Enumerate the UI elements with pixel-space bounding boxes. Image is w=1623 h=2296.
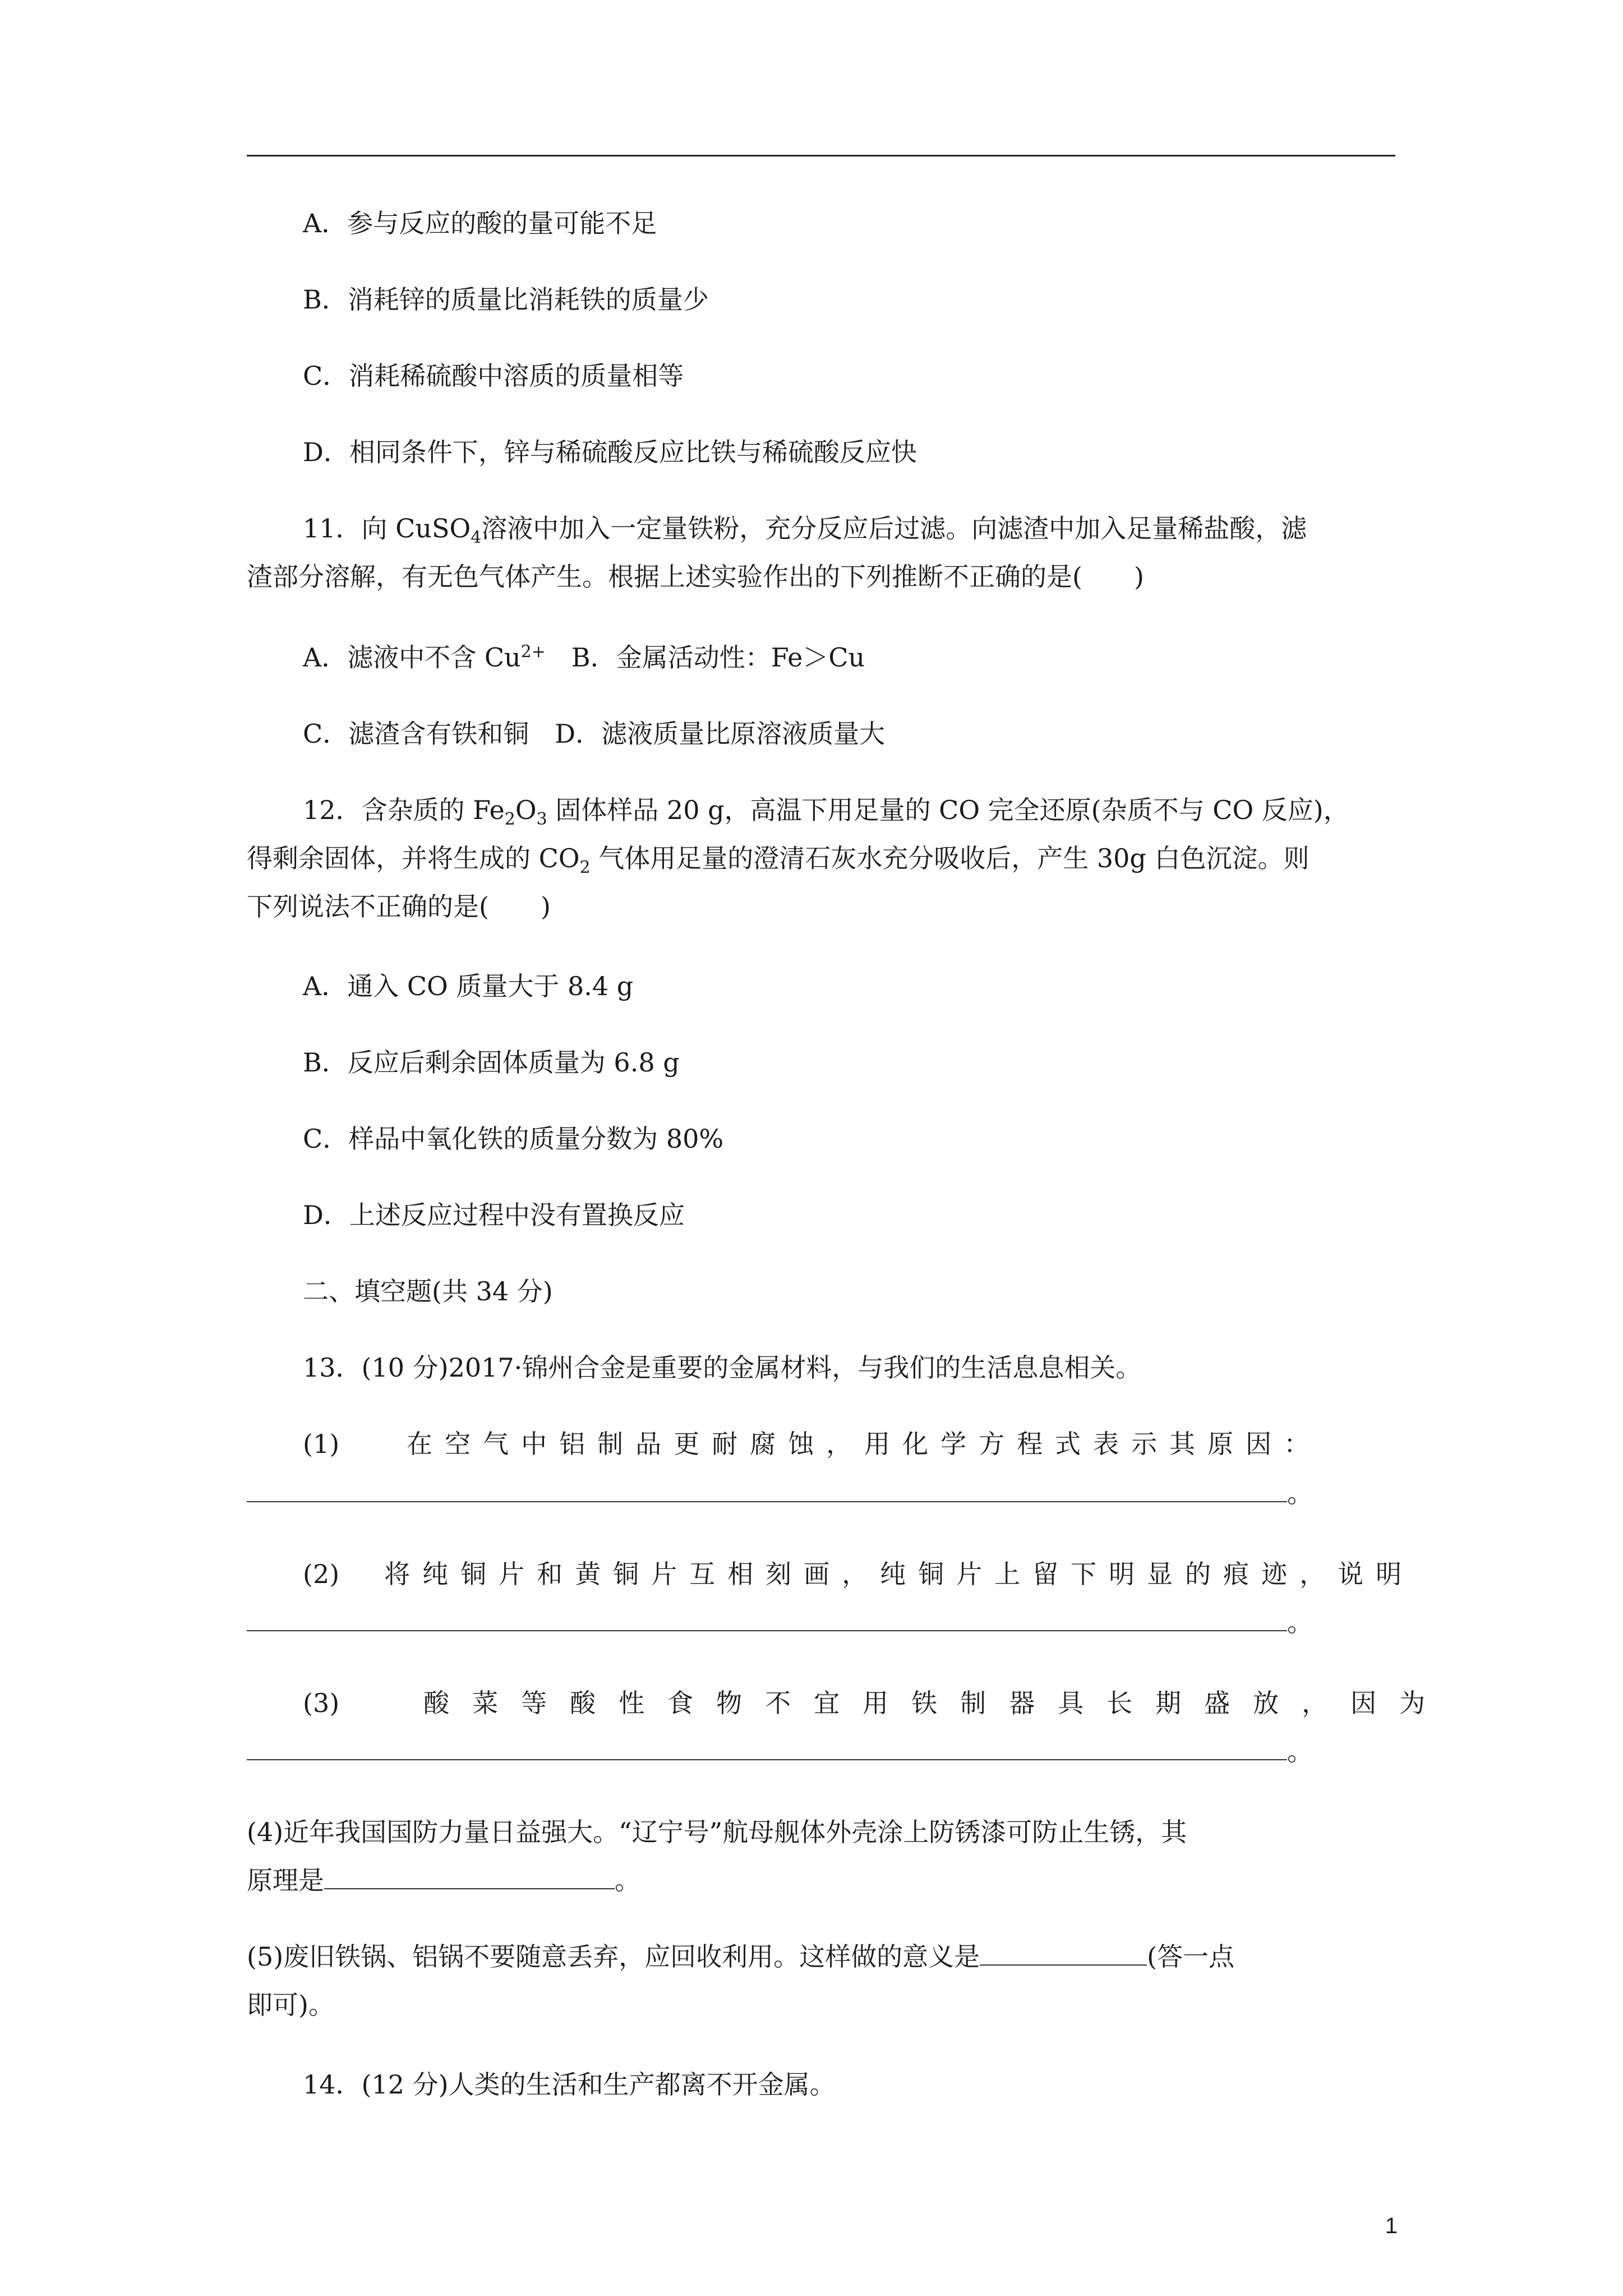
q11-options-ab: A．滤液中不含 $Cu^{2+}$ B．金属活动性：Fe＞Cu <box>303 642 865 673</box>
q13-part5-line1: (5)废旧铁锅、铝锅不要随意丢弃，应回收利用。这样做的意义是 (答一点 <box>247 1941 1235 1972</box>
q13-part5-line2: 即可)。 <box>247 1990 334 2020</box>
q11-stem-line2: 渣部分溶解，有无色气体产生。根据上述实验作出的下列推断不正确的是( ) <box>247 562 1144 592</box>
q12-stem-line2: 得剩余固体，并将生成的 $CO_2$ 气体用足量的澄清石灰水充分吸收后，产生 30g 白色沉淀。则 <box>247 843 1310 878</box>
q13-part3: (3) 酸菜等酸性食物不宜用铁制器具长期盛放，因为 <box>303 1688 1449 1718</box>
answer-blank[interactable] <box>247 1479 1287 1502</box>
header-rule <box>247 155 1395 157</box>
answer-blank[interactable] <box>247 1737 1287 1760</box>
q13-title: 13．(10 分)2017·锦州合金是重要的金属材料，与我们的生活息息相关。 <box>303 1352 1142 1383</box>
q10-option-d: D．相同条件下，锌与稀硫酸反应比铁与稀硫酸反应快 <box>303 437 917 467</box>
q13-part2: (2) 将纯铜片和黄铜片互相刻画，纯铜片上留下明显的痕迹，说明 <box>303 1559 1414 1589</box>
q12-option-d: D．上述反应过程中没有置换反应 <box>303 1200 685 1230</box>
q13-part2-answer-line: 。 <box>247 1605 1313 1639</box>
q12-option-a: A．通入 CO 质量大于 8.4 g <box>303 971 634 1001</box>
q12-option-b: B．反应后剩余固体质量为 6.8 g <box>303 1047 680 1078</box>
q13-part4-line1: (4)近年我国国防力量日益强大。“辽宁号”航母舰体外壳涂上防锈漆可防止生锈，其 <box>247 1817 1187 1847</box>
q11-stem-line1: 11．向 CuSO$_4$溶液中加入一定量铁粉，充分反应后过滤。向滤渣中加入足量稀盐酸，滤 <box>303 513 1307 548</box>
q12-stem-line3: 下列说法不正确的是( ) <box>247 891 551 922</box>
q13-part4-line2: 原理是 。 <box>247 1865 640 1895</box>
answer-blank[interactable] <box>980 1942 1147 1966</box>
answer-blank[interactable] <box>247 1608 1287 1631</box>
q10-option-c: C．消耗稀硫酸中溶质的质量相等 <box>303 361 684 391</box>
q10-option-a: A．参与反应的酸的量可能不足 <box>303 208 657 238</box>
page-number: 1 <box>1385 2214 1398 2238</box>
section-heading: 二、填空题(共 34 分) <box>303 1276 553 1306</box>
answer-blank[interactable] <box>324 1866 615 1889</box>
q10-option-b: B．消耗锌的质量比消耗铁的质量少 <box>303 284 709 315</box>
q13-part1: (1) 在空气中铝制品更耐腐蚀，用化学方程式表示其原因： <box>303 1429 1322 1459</box>
q13-part3-answer-line: 。 <box>247 1734 1313 1768</box>
q11-options-cd: C．滤渣含有铁和铜 D．滤液质量比原溶液质量大 <box>303 719 886 749</box>
q12-stem-line1: 12．含杂质的 $Fe_2O_3$ 固体样品 20 g，高温下用足量的 CO 完全还原(杂质不与 CO 反应)， <box>303 795 1349 830</box>
q13-part1-answer-line: 。 <box>247 1476 1313 1510</box>
q14-title: 14．(12 分)人类的生活和生产都离不开金属。 <box>303 2069 836 2100</box>
q12-option-c: C．样品中氧化铁的质量分数为 80% <box>303 1124 724 1154</box>
